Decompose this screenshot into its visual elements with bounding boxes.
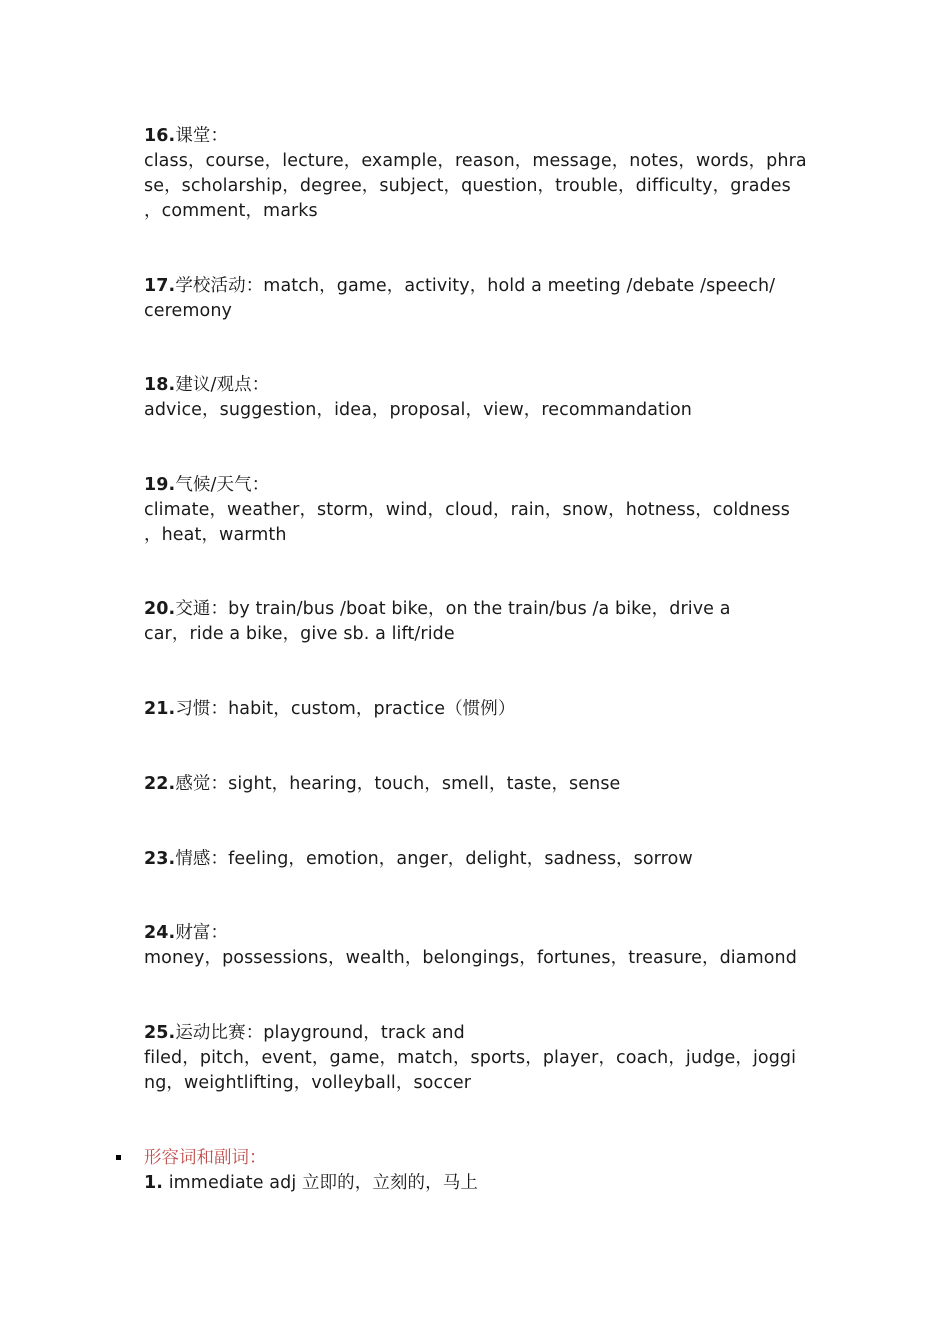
entry-line: 学校活动：match，game，activity，hold a meeting /debate /speech/ (175, 276, 776, 296)
entry-number: 16. (144, 126, 176, 146)
entry-17 (144, 274, 814, 324)
entry-number: 24. (144, 923, 176, 943)
entry-25 (144, 1021, 814, 1096)
entry-19 (144, 473, 814, 548)
entry-line: 运动比赛：playground，track and (175, 1023, 465, 1043)
entry-number: 1. (144, 1173, 164, 1193)
entry-number: 19. (144, 475, 176, 495)
entry-20 (144, 597, 814, 647)
square-bullet-icon (116, 1155, 121, 1160)
entry-18 (144, 373, 814, 423)
entry-number: 20. (144, 599, 176, 619)
entry-21 (144, 697, 814, 722)
entry-number: 22. (144, 774, 176, 794)
entry-23 (144, 847, 814, 872)
entry-line: advice，suggestion，idea，proposal，view，recommandation (144, 400, 692, 420)
entry-22 (144, 772, 814, 797)
entry-line: 感觉：sight，hearing，touch，smell，taste，sense (175, 774, 621, 794)
entry-number: 21. (144, 699, 176, 719)
entry-number: 25. (144, 1023, 176, 1043)
entry-line: 课堂： (175, 126, 229, 146)
entry-line: ，heat，warmth (144, 525, 287, 545)
entry-line: 气候/天气： (175, 475, 270, 495)
entry-number: 18. (144, 375, 176, 395)
entry-line: class，course，lecture，example，reason，message，notes，words，phra (144, 151, 807, 171)
entry-number: 17. (144, 276, 176, 296)
entry-line: 情感：feeling，emotion，anger，delight，sadness，sorrow (175, 849, 693, 869)
entry-line: ，comment，marks (144, 201, 318, 221)
entry-line: car，ride a bike，give sb. a lift/ride (144, 624, 455, 644)
entry-line: 财富： (175, 923, 229, 943)
entry-line: immediate adj 立即的，立刻的，马上 (163, 1173, 478, 1193)
section-title: 形容词和副词： (144, 1148, 267, 1168)
entry-line: 建议/观点： (175, 375, 270, 395)
entry-line: ceremony (144, 301, 232, 321)
entry-number: 23. (144, 849, 176, 869)
entry-line: se，scholarship，degree，subject，question，trouble，difficulty，grades (144, 176, 791, 196)
entry-line: 习惯：habit，custom，practice（惯例） (175, 699, 516, 719)
entry-line: ng，weightlifting，volleyball，soccer (144, 1073, 472, 1093)
entry-24 (144, 921, 814, 971)
entry-line: filed，pitch，event，game，match，sports，player，coach，judge，joggi (144, 1048, 797, 1068)
entry-line: money，possessions，wealth，belongings，fortunes，treasure，diamond (144, 948, 797, 968)
entry-line: 交通：by train/bus /boat bike，on the train/bus /a bike，drive a (175, 599, 731, 619)
entry-16 (144, 124, 814, 224)
adj-entry-1 (144, 1171, 814, 1196)
entry-line: climate，weather，storm，wind，cloud，rain，snow，hotness，coldness (144, 500, 790, 520)
